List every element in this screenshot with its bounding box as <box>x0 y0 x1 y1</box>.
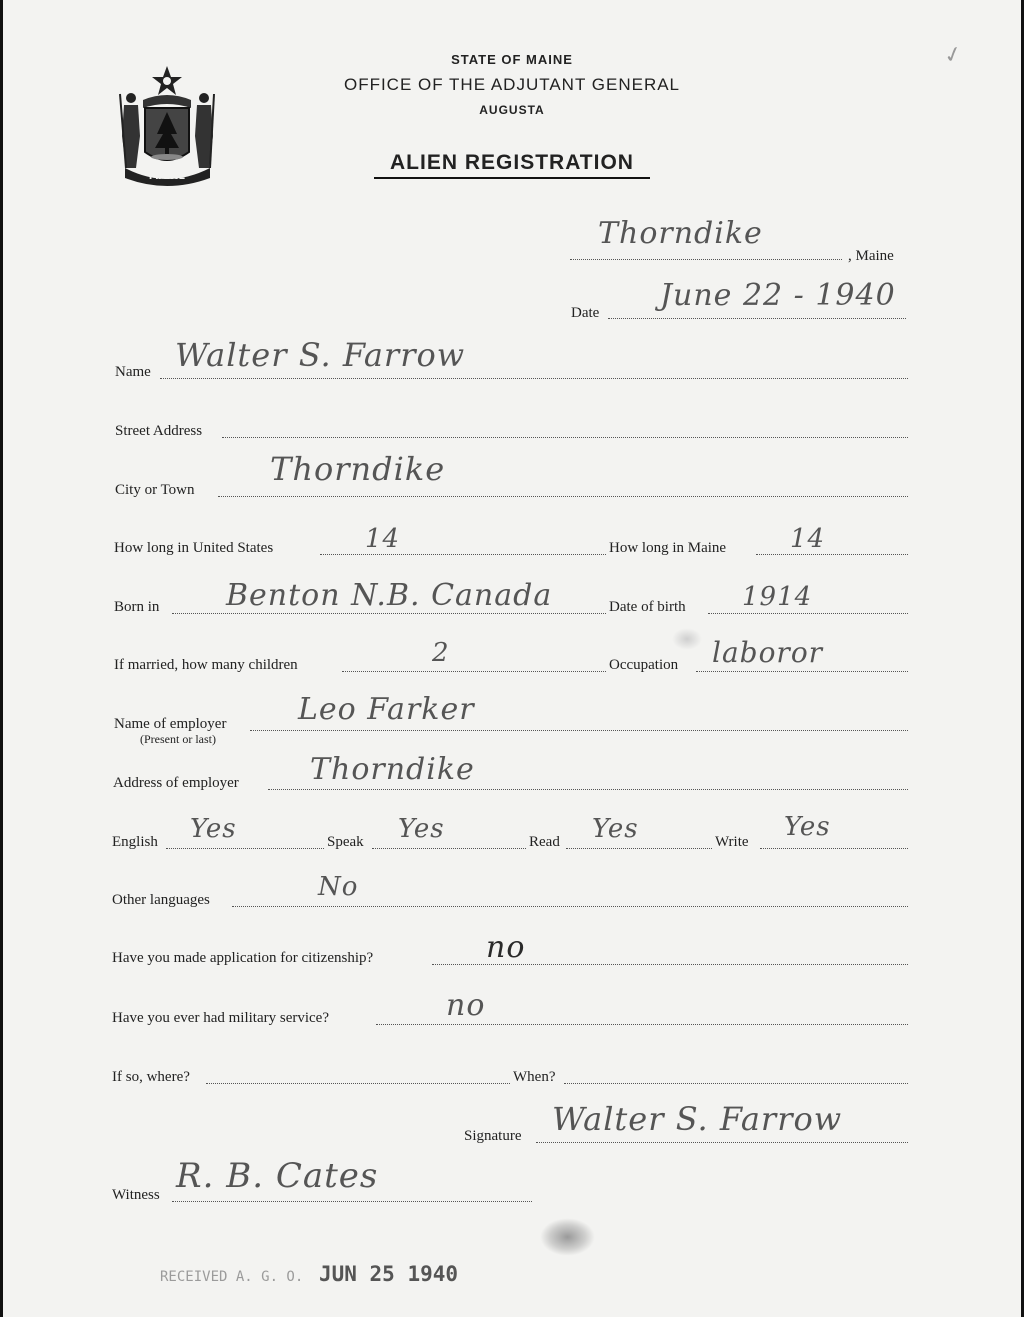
when-line <box>564 1083 908 1084</box>
street-line <box>222 437 908 438</box>
dob-line <box>708 613 908 614</box>
signature-label: Signature <box>464 1128 522 1144</box>
born-label: Born in <box>114 599 160 615</box>
employer-value: Leo Farker <box>298 692 475 727</box>
stamp-prefix: RECEIVED A. G. O. <box>160 1269 304 1285</box>
where-line <box>206 1083 510 1084</box>
name-label: Name <box>115 364 151 380</box>
citizenship-value: no <box>486 930 526 965</box>
speak-value: Yes <box>398 814 445 844</box>
us-years-label: How long in United States <box>114 540 274 556</box>
witness-label: Witness <box>112 1187 160 1203</box>
other-languages-label: Other languages <box>112 892 210 908</box>
english-line <box>166 848 324 849</box>
when-label: When? <box>513 1069 556 1085</box>
read-line <box>566 848 712 849</box>
city-value: Thorndike <box>270 450 446 488</box>
speak-label: Speak <box>327 834 364 850</box>
smudge-mark <box>672 628 702 650</box>
employer-label: Name of employer <box>114 716 227 732</box>
header-office: OFFICE OF THE ADJUTANT GENERAL <box>343 75 681 94</box>
scan-edge-left <box>0 0 3 1317</box>
english-value: Yes <box>190 814 237 844</box>
born-value: Benton N.B. Canada <box>226 578 553 613</box>
write-label: Write <box>715 834 749 850</box>
checkmark-icon: ✓ <box>940 40 966 69</box>
military-line <box>376 1024 908 1025</box>
children-line <box>342 671 606 672</box>
other-languages-line <box>232 906 908 907</box>
occupation-label: Occupation <box>609 657 679 673</box>
town-suffix: , Maine <box>848 248 894 264</box>
employer-address-value: Thorndike <box>310 752 475 787</box>
maine-years-label: How long in Maine <box>609 540 727 556</box>
children-value: 2 <box>432 638 450 668</box>
children-label: If married, how many children <box>114 657 298 673</box>
name-value: Walter S. Farrow <box>175 336 466 374</box>
write-value: Yes <box>784 812 831 842</box>
title-underline <box>374 177 650 179</box>
military-label: Have you ever had military service? <box>112 1010 329 1026</box>
seal-lettering: MAINE <box>148 171 186 182</box>
date-line <box>608 318 906 319</box>
speak-line <box>372 848 526 849</box>
town-value: Thorndike <box>598 216 763 251</box>
english-label: English <box>112 834 158 850</box>
read-value: Yes <box>592 814 639 844</box>
date-label: Date <box>571 305 600 321</box>
form-title: ALIEN REGISTRATION <box>390 151 634 174</box>
read-label: Read <box>529 834 560 850</box>
military-value: no <box>446 988 486 1023</box>
name-line <box>160 378 908 379</box>
city-label: City or Town <box>115 482 195 498</box>
born-line <box>172 613 606 614</box>
employer-address-label: Address of employer <box>113 775 239 791</box>
witness-line <box>172 1201 532 1202</box>
other-languages-value: No <box>318 872 359 902</box>
employer-note: (Present or last) <box>140 732 216 746</box>
citizenship-label: Have you made application for citizenship? <box>112 950 374 966</box>
city-line <box>218 496 908 497</box>
street-label: Street Address <box>115 423 203 439</box>
header-state: STATE OF MAINE <box>451 52 573 67</box>
stamp-date: JUN 25 1940 <box>318 1262 459 1286</box>
town-line <box>570 259 842 260</box>
us-years-line <box>320 554 606 555</box>
signature-line <box>536 1142 908 1143</box>
ink-smudge <box>540 1218 595 1256</box>
signature-value: Walter S. Farrow <box>552 1100 843 1138</box>
witness-value: R. B. Cates <box>176 1156 379 1196</box>
header-city: AUGUSTA <box>479 103 545 117</box>
occupation-line <box>696 671 908 672</box>
us-years-value: 14 <box>365 524 401 554</box>
maine-years-value: 14 <box>790 524 826 554</box>
occupation-value: laboror <box>712 636 824 669</box>
date-value: June 22 - 1940 <box>660 278 896 313</box>
write-line <box>760 848 908 849</box>
employer-line <box>250 730 908 731</box>
dob-label: Date of birth <box>609 599 686 615</box>
where-label: If so, where? <box>112 1069 190 1085</box>
received-stamp <box>160 1262 458 1286</box>
dob-value: 1914 <box>742 582 813 612</box>
employer-address-line <box>268 789 908 790</box>
maine-years-line <box>756 554 908 555</box>
